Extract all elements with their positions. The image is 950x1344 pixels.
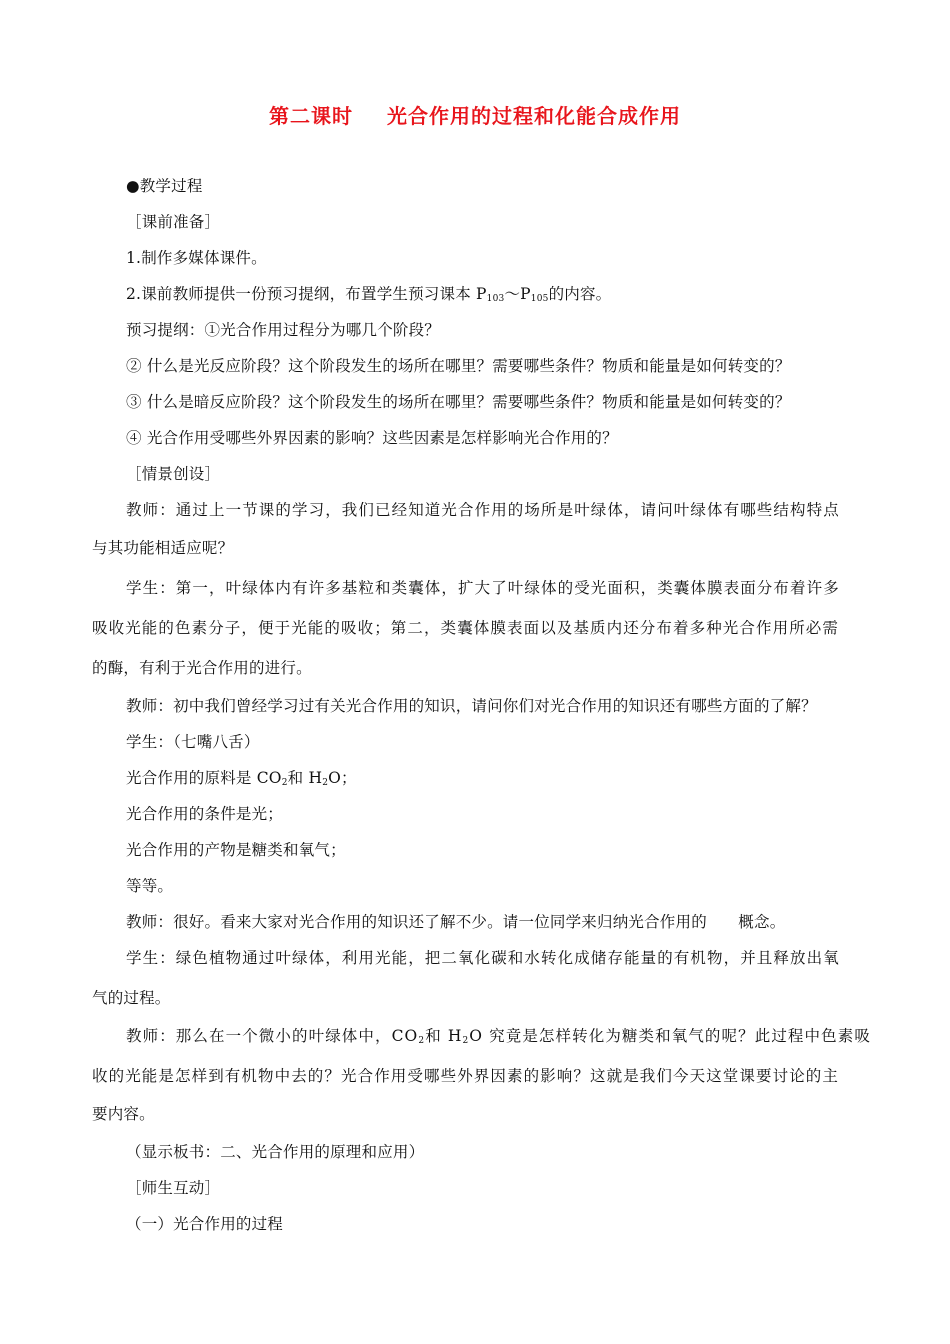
teacher-1-line-2: 与其功能相适应呢？ (92, 539, 234, 557)
heading-teaching-process: ●教学过程 (126, 177, 203, 195)
prep-item-2: 2.课前教师提供一份预习提纲，布置学生预习课本 $P_{103}\sim P_{105}$的内容。 (126, 285, 612, 304)
student-1-line-3: 的酶，有利于光合作用的进行。 (92, 659, 312, 677)
section-interact: ［师生互动］ (126, 1179, 221, 1197)
prep-item-1: 1.制作多媒体课件。 (126, 249, 267, 267)
outline-item-2: ② 什么是光反应阶段？这个阶段发生的场所在哪里？需要哪些条件？物质和能量是如何转变的？ (126, 357, 791, 375)
condition: 光合作用的条件是光； (126, 805, 284, 823)
section-prep: ［课前准备］ (126, 213, 221, 231)
teacher-1-line-1: 教师：通过上一节课的学习，我们已经知道光合作用的场所是叶绿体，请问叶绿体有哪些结构特点 (126, 501, 840, 519)
board-note: （显示板书：二、光合作用的原理和应用） (126, 1143, 425, 1161)
student-1-line-2: 吸收光能的色素分子，便于光能的吸收；第二，类囊体膜表面以及基质内还分布着多种光合作用所必需 (92, 619, 840, 637)
teacher-2: 教师：初中我们曾经学习过有关光合作用的知识，请问你们对光合作用的知识还有哪些方面的了解？ (126, 697, 817, 715)
lesson-label: 第二课时 (269, 104, 353, 128)
teacher-4-line-3: 要内容。 (92, 1105, 155, 1123)
outline-item-1: 预习提纲：①光合作用过程分为哪几个阶段？ (126, 321, 441, 339)
outline-item-4: ④ 光合作用受哪些外界因素的影响？这些因素是怎样影响光合作用的？ (126, 429, 618, 447)
student-1-line-1: 学生：第一，叶绿体内有许多基粒和类囊体，扩大了叶绿体的受光面积，类囊体膜表面分布着许多 (126, 579, 840, 597)
student-3-line-2: 气的过程。 (92, 989, 171, 1007)
outline-item-3: ③ 什么是暗反应阶段？这个阶段发生的场所在哪里？需要哪些条件？物质和能量是如何转变的？ (126, 393, 791, 411)
teacher-4-line-2: 收的光能是怎样到有机物中去的？光合作用受哪些外界因素的影响？这就是我们今天这堂课要讨论的主 (92, 1067, 840, 1085)
teacher-3: 教师：很好。看来大家对光合作用的知识还了解不少。请一位同学来归纳光合作用的 概念。 (126, 913, 786, 931)
section-scene: ［情景创设］ (126, 465, 221, 483)
student-2: 学生：（七嘴八舌） (126, 733, 260, 751)
page-title (0, 100, 950, 129)
part-1-heading: （一）光合作用的过程 (126, 1215, 284, 1233)
etc: 等等。 (126, 877, 174, 895)
lesson-topic: 光合作用的过程和化能合成作用 (387, 104, 681, 128)
product: 光合作用的产物是糖类和氧气； (126, 841, 346, 859)
teacher-4-line-1: 教师：那么在一个微小的叶绿体中，$CO_2$和 $H_2O$ 究竟是怎样转化为糖类和氧气的呢？此过程中色素吸 (126, 1027, 871, 1046)
student-3-line-1: 学生：绿色植物通过叶绿体，利用光能，把二氧化碳和水转化成储存能量的有机物，并且释放出氧 (126, 949, 840, 967)
raw-materials: 光合作用的原料是 $CO_2$和 $H_2O$； (126, 769, 357, 788)
